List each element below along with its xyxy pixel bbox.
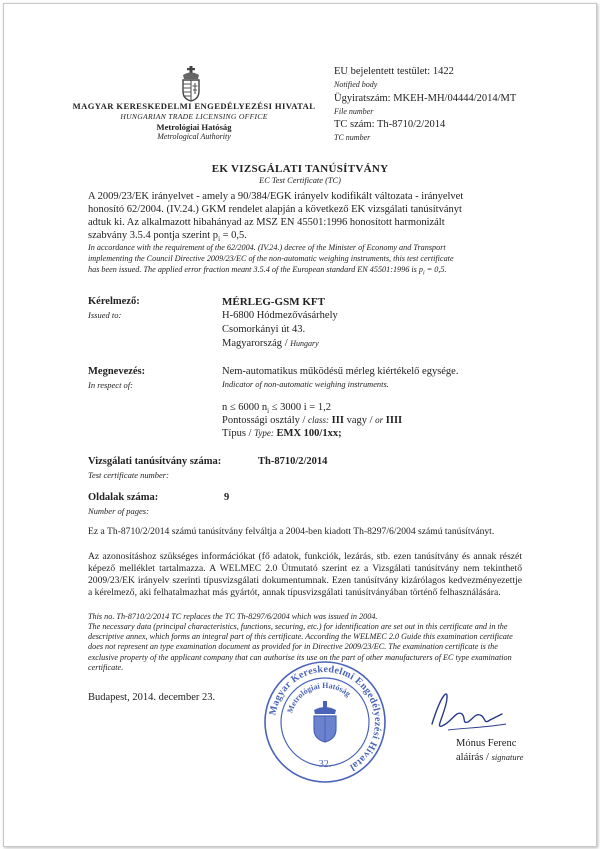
intro-line-3: adtuk ki. Az alkalmazott hibahányad az MSZ EN 45501:1996 honosított harmonizált xyxy=(88,217,445,228)
applicant-label: Kérelmező: xyxy=(88,296,140,307)
body-en-2: The necessary data (principal characteristics, functions, securing, etc.) for identification are set out in this certificate and in the descriptive annex, which forms an integral part of this certificate. According the WELMEC 2.0 Guide this examination certificate does not represent an type examination document as provided for in Directive 2009/23/EC. The examination certificate is the exclusive property of the applicant company that can authorise its use on the part of other manufacturers of EC type examination certificate. xyxy=(88,622,513,672)
intro-line-1: A 2009/23/EK irányelvet - amely a 90/384/EGK irányelv kodifikált változata - irányelvet xyxy=(88,191,464,202)
applicant-label-en: Issued to: xyxy=(88,310,122,320)
signer-name: Mónus Ferenc xyxy=(456,738,517,749)
designation-value-en: Indicator of non-automatic weighing instruments. xyxy=(222,380,389,389)
official-stamp xyxy=(262,659,388,785)
stamp-coat-of-arms-icon xyxy=(314,701,336,742)
handwritten-signature xyxy=(422,684,512,736)
stamp-number: 32. xyxy=(318,759,332,770)
certificate-number-label: Vizsgálati tanúsítvány száma: xyxy=(88,456,222,467)
stamp-inner-text: Metrológiai Hatóság xyxy=(285,680,353,715)
certificate-number-value: Th-8710/2/2014 xyxy=(258,456,328,467)
designation-params: n ≤ 6000 $n_i \le 3000$ i = 1,2 xyxy=(222,402,331,416)
intro-line-4: szabvány 3.5.4 pontja szerint $p_i = 0,5$. xyxy=(88,230,247,244)
body-hu-2: Az azonosításhoz szükséges információkat (fő adatok, funkciók, lezárás, stb. ezen tanúsítvány és annak részét képező melléklet tartalmazza. A WELMEC 2.0 Útmutató szerint ez a Vizsgálati tanúsítvány nem tekinthető 2009/23/EK irányelv szerinti típusvizsgálati dokumentumnak. Ezen tanúsítvány kizárólagos kedvezményezettje a kérelmező, aki felhatalmazhat más gyártót, annak típusvizsgálati tanúsítványában történő felhasználására. xyxy=(88,551,522,598)
notified-body-en: Notified body xyxy=(334,80,378,89)
document-subtitle: EC Test Certificate (TC) xyxy=(259,176,341,185)
intro-en-line-2: implementing the Council Directive 2009/23/EC of the non-automatic weighing instruments, this test certificate xyxy=(88,254,454,263)
certificate-number-label-en: Test certificate number: xyxy=(88,470,169,480)
pages-label: Oldalak száma: xyxy=(88,492,159,503)
designation-label: Megnevezés: xyxy=(88,366,146,377)
document-title: EK VIZSGÁLATI TANÚSÍTVÁNY xyxy=(211,163,389,175)
stamp-outer-text: Magyar Kereskedelmi Engedélyezési Hivatal xyxy=(267,663,384,773)
intro-en-line-3: has been issued. The applied error fraction meant 3.5.4 of the European standard EN 45501:1996 is $p_i = 0,5$. xyxy=(88,265,447,277)
body-en-1: This no. Th-8710/2/2014 TC replaces the TC Th-8297/6/2004 which was issued in 2004. xyxy=(88,612,378,621)
applicant-street: Csomorkányi út 43. xyxy=(222,324,306,335)
hungarian-coat-of-arms-icon xyxy=(180,66,202,102)
designation-value: Nem-automatikus működésű mérleg kiértékelő egysége. xyxy=(222,366,459,377)
file-number-en: File number xyxy=(334,107,374,116)
authority-en: Metrological Authority xyxy=(157,132,231,141)
notified-body: EU bejelentett testület: 1422 xyxy=(334,66,454,77)
certificate-page xyxy=(3,3,597,847)
place-and-date: Budapest, 2014. december 23. xyxy=(88,692,216,703)
pages-value: 9 xyxy=(224,492,230,503)
intro-en-line-1: In accordance with the requirement of the 62/2004. (IV.24.) decree of the Minister of Economy and Transport xyxy=(88,243,446,252)
tc-number: TC szám: Th-8710/2/2014 xyxy=(334,119,446,130)
applicant-country: Magyarország / Hungary xyxy=(222,338,319,349)
accuracy-class: Pontossági osztály / class: III vagy / or IIII xyxy=(222,415,403,426)
signature-label: aláírás / signature xyxy=(456,752,524,763)
office-name: MAGYAR KERESKEDELMI ENGEDÉLYEZÉSI HIVATAL xyxy=(72,101,316,111)
intro-line-2: honosító 62/2004. (IV.24.) GKM rendelet alapján a következő EK vizsgálati tanúsítványt xyxy=(88,204,462,215)
file-number: Ügyiratszám: MKEH-MH/04444/2014/MT xyxy=(334,93,517,104)
applicant-name: MÉRLEG-GSM KFT xyxy=(222,296,325,308)
office-name-en: HUNGARIAN TRADE LICENSING OFFICE xyxy=(120,112,268,121)
applicant-city: H-6800 Hódmezővásárhely xyxy=(222,310,338,321)
tc-number-en: TC number xyxy=(334,133,371,142)
type-designation: Típus / Type: EMX 100/1xx; xyxy=(222,428,342,439)
body-hu-1: Ez a Th-8710/2/2014 számú tanúsítvány felváltja a 2004-ben kiadott Th-8297/6/2004 számú tanúsítványt. xyxy=(88,526,495,537)
authority: Metrológiai Hatóság xyxy=(156,122,232,132)
pages-label-en: Number of pages: xyxy=(88,506,149,516)
designation-label-en: In respect of: xyxy=(88,380,134,390)
